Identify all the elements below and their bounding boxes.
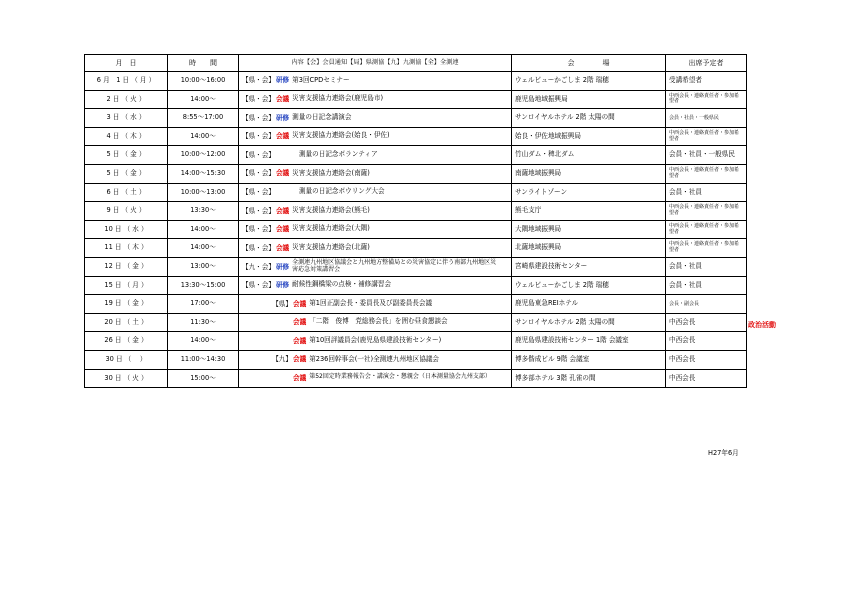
event-tag: 【県・会】 (242, 132, 275, 141)
cell-venue: 竹山ダム・稗北ダム (512, 146, 666, 165)
cell-content (239, 72, 512, 91)
event-tag: 【県】 (272, 299, 292, 308)
cell-venue: 博多部ホテル 3階 孔雀の間 (512, 369, 666, 388)
event-kind-label: 会議 (293, 299, 307, 308)
cell-content (239, 127, 512, 146)
table-row (85, 164, 747, 183)
table-row (85, 127, 747, 146)
footer-date: H27年6月 (708, 449, 739, 457)
event-kind-label: 研修 (275, 76, 290, 85)
header-time: 時 間 (168, 55, 239, 72)
attendee-text: 会員・社員・一般県民 (669, 150, 735, 159)
cell-content (239, 202, 512, 221)
event-tag: 【県・会】 (242, 206, 275, 215)
cell-venue: サンライトゾーン (512, 183, 666, 202)
table-row (85, 313, 747, 332)
table-row (85, 183, 747, 202)
event-tag: 【県・会】 (242, 95, 275, 103)
cell-attendee (666, 220, 747, 239)
cell-time: 11:30～ (168, 313, 239, 332)
cell-time: 14:00～ (168, 90, 239, 109)
cell-content (239, 332, 512, 351)
event-kind-label: 会議 (293, 318, 307, 327)
attendee-text: 会員・社員 (669, 280, 702, 289)
cell-attendee (666, 183, 747, 202)
table-row (85, 220, 747, 239)
event-title: 災害支援協力連絡会(大隅) (292, 224, 370, 233)
event-title: 災害支援協力連絡会(南薩) (292, 168, 370, 177)
cell-attendee (666, 350, 747, 369)
cell-attendee (666, 295, 747, 314)
event-tag: 【県・会】 (242, 280, 275, 289)
cell-time: 8:55～17:00 (168, 109, 239, 128)
attendee-text: 中西会長・連絡責任者・参加希望者 (669, 222, 740, 235)
header-row (85, 55, 747, 72)
attendee-text: 受講希望者 (669, 76, 702, 84)
cell-attendee (666, 127, 747, 146)
cell-attendee (666, 369, 747, 388)
cell-time: 14:00～ (168, 239, 239, 258)
event-kind-label: 研修 (275, 280, 290, 289)
cell-venue: 鹿児島地域振興局 (512, 90, 666, 109)
cell-content (239, 369, 512, 388)
event-title: 第10回評議員会(鹿児島県建設技術センター) (309, 335, 442, 344)
table-row (85, 276, 747, 295)
cell-venue: 熊毛支庁 (512, 202, 666, 221)
table-row (85, 295, 747, 314)
event-title: 耐候性鋼橋梁の点検・補修講習会 (292, 280, 392, 289)
table-row (85, 202, 747, 221)
schedule-table (84, 54, 747, 388)
cell-date: 11 日 （ 木 ） (85, 239, 168, 258)
table-row (85, 350, 747, 369)
cell-time: 10:00～13:00 (168, 183, 239, 202)
cell-time: 10:00～16:00 (168, 72, 239, 91)
cell-attendee (666, 90, 747, 109)
event-kind-label: 会議 (293, 355, 307, 364)
cell-venue: ウェルビューかごしま 2階 瑞穂 (512, 72, 666, 91)
attendee-text: 中西会長 (669, 373, 696, 382)
cell-date: 5 日 （ 金 ） (85, 146, 168, 165)
event-tag: 【県・会】 (242, 243, 275, 252)
cell-content (239, 257, 512, 276)
cell-attendee (666, 146, 747, 165)
cell-attendee (666, 276, 747, 295)
attendee-text: 中西会長 (669, 336, 696, 345)
table-row (85, 369, 747, 388)
attendee-text: 中西会長・連絡責任者・参加希望者 (669, 129, 740, 142)
cell-attendee (666, 313, 747, 332)
cell-venue: 鹿児島東急REIホテル (512, 295, 666, 314)
event-tag: 【県・会】 (242, 150, 275, 159)
cell-attendee (666, 164, 747, 183)
cell-date: 5 日 （ 金 ） (85, 164, 168, 183)
event-title: 第3回CPDセミナー (292, 75, 350, 84)
cell-time: 11:00～14:30 (168, 350, 239, 369)
cell-time: 13:00～ (168, 257, 239, 276)
cell-venue: サンロイヤルホテル 2階 太陽の間 (512, 109, 666, 128)
event-title: 災害支援協力連絡会(鹿児島市) (292, 94, 384, 103)
cell-time: 15:00～ (168, 369, 239, 388)
event-title: 測量の日記念ボウリング大会 (298, 187, 385, 196)
attendee-text: 中西会長・連絡責任者・参加希望者 (669, 92, 740, 105)
cell-content (239, 276, 512, 295)
attendee-text: 会長・副会長 (669, 301, 700, 308)
cell-attendee (666, 239, 747, 258)
cell-attendee (666, 332, 747, 351)
cell-venue: 宮崎県建設技術センター (512, 257, 666, 276)
table-row (85, 90, 747, 109)
cell-date: 3 日 （ 水 ） (85, 109, 168, 128)
cell-content (239, 295, 512, 314)
cell-time: 14:00～ (168, 220, 239, 239)
event-kind-label: 会議 (275, 132, 290, 141)
header-content: 内容【会】会員通知【局】県測協【九】九測協【全】全測連 (239, 55, 512, 72)
cell-date: 30 日 （ ） (85, 350, 168, 369)
cell-attendee (666, 109, 747, 128)
cell-venue: 姶良・伊佐地域振興局 (512, 127, 666, 146)
cell-date: 12 日 （ 金 ） (85, 257, 168, 276)
event-title: 「二階 俊博 党総務会長」を囲む昼食懇談会 (309, 317, 448, 326)
event-title: 災害支援協力連絡会(北薩) (292, 242, 370, 251)
cell-date: 6 月 1 日 （ 月 ） (85, 72, 168, 91)
attendee-text: 会員・社員・一般県民 (669, 115, 720, 122)
cell-content (239, 220, 512, 239)
attendee-text: 中西会長・連絡責任者・参加希望者 (669, 241, 740, 254)
cell-content (239, 183, 512, 202)
event-title: 第1回正副会長・委員長及び副委員長会議 (309, 298, 433, 307)
attendee-text: 中西会長・連絡責任者・参加希望者 (669, 167, 740, 179)
event-kind-label: 会議 (275, 95, 290, 103)
event-title: 第52回定時業務報告会・講演会・懇親会（日本測量協会九州支部） (309, 373, 491, 381)
cell-time: 14:00～15:30 (168, 164, 239, 183)
event-title: 第236回幹事会(一社)全測連九州地区協議会 (309, 354, 440, 363)
table-row (85, 146, 747, 165)
event-title: 測量の日記念ボランティア (298, 149, 378, 158)
cell-time: 14:00～ (168, 127, 239, 146)
cell-date: 30 日 （ 火 ） (85, 369, 168, 388)
cell-venue: 鹿児島県建設技術センター 1階 会議室 (512, 332, 666, 351)
event-kind-label: 研修 (275, 262, 290, 271)
cell-date: 2 日 （ 火 ） (85, 90, 168, 109)
cell-venue: サンロイヤルホテル 2階 太陽の間 (512, 313, 666, 332)
cell-time: 13:30～15:00 (168, 276, 239, 295)
cell-date: 20 日 （ 土 ） (85, 313, 168, 332)
cell-date: 26 日 （ 金 ） (85, 332, 168, 351)
event-title: 全測連九州地区協議会と九州地方整備局との災害協定に伴う南部九州地区災害応急対策講習会 (292, 259, 497, 273)
cell-date: 15 日 （ 月 ） (85, 276, 168, 295)
table-row (85, 332, 747, 351)
table-row (85, 72, 747, 91)
event-kind-label: 会議 (275, 206, 290, 215)
event-kind-label: 会議 (275, 169, 290, 178)
cell-date: 9 日 （ 火 ） (85, 202, 168, 221)
event-kind-label: 会議 (293, 373, 307, 382)
cell-date: 4 日 （ 木 ） (85, 127, 168, 146)
cell-content (239, 239, 512, 258)
cell-content (239, 313, 512, 332)
event-tag: 【県・会】 (242, 187, 275, 196)
header-attendee: 出席予定者 (666, 55, 747, 72)
event-tag: 【県・会】 (242, 113, 275, 122)
table-row (85, 257, 747, 276)
table-row (85, 239, 747, 258)
cell-venue: 北薩地域振興局 (512, 239, 666, 258)
event-title: 測量の日記念講演会 (292, 112, 352, 121)
cell-content (239, 164, 512, 183)
cell-content (239, 109, 512, 128)
attendee-text: 中西会長 (669, 354, 696, 363)
attendee-text: 会員・社員 (669, 187, 702, 196)
event-tag: 【県・会】 (242, 169, 275, 178)
cell-attendee (666, 72, 747, 91)
cell-content (239, 90, 512, 109)
cell-date: 19 日 （ 金 ） (85, 295, 168, 314)
header-venue: 会 場 (512, 55, 666, 72)
event-tag: 【九・会】 (242, 262, 275, 271)
cell-date: 6 日 （ 土 ） (85, 183, 168, 202)
cell-attendee (666, 202, 747, 221)
cell-attendee (666, 257, 747, 276)
attendee-text: 会員・社員 (669, 261, 702, 270)
event-title: 災害支援協力連絡会(熊毛) (292, 205, 370, 214)
event-kind-label: 会議 (275, 243, 290, 252)
event-tag: 【県・会】 (242, 225, 275, 234)
cell-content (239, 350, 512, 369)
cell-venue: 南薩地域振興局 (512, 164, 666, 183)
attendee-text: 中西会長 (669, 317, 696, 326)
event-tag: 【県・会】 (242, 76, 275, 85)
event-kind-label: 研修 (275, 113, 290, 122)
cell-time: 14:00～ (168, 332, 239, 351)
cell-time: 10:00～12:00 (168, 146, 239, 165)
cell-venue: ウェルビューかごしま 2階 瑞穂 (512, 276, 666, 295)
event-kind-label: 会議 (293, 336, 307, 345)
cell-venue: 大隅地域振興局 (512, 220, 666, 239)
header-date: 月 日 (85, 55, 168, 72)
cell-time: 13:30～ (168, 202, 239, 221)
cell-venue: 博多偕成ビル 9階 会議室 (512, 350, 666, 369)
cell-time: 17:00～ (168, 295, 239, 314)
event-title: 災害支援協力連絡会(姶良・伊佐) (292, 131, 390, 140)
event-kind-label: 会議 (275, 225, 290, 234)
political-activity-note: 政治活動 (748, 321, 776, 329)
table-row (85, 109, 747, 128)
attendee-text: 中西会長・連絡責任者・参加希望者 (669, 204, 740, 216)
event-tag: 【九】 (272, 355, 292, 364)
cell-date: 10 日 （ 水 ） (85, 220, 168, 239)
cell-content (239, 146, 512, 165)
